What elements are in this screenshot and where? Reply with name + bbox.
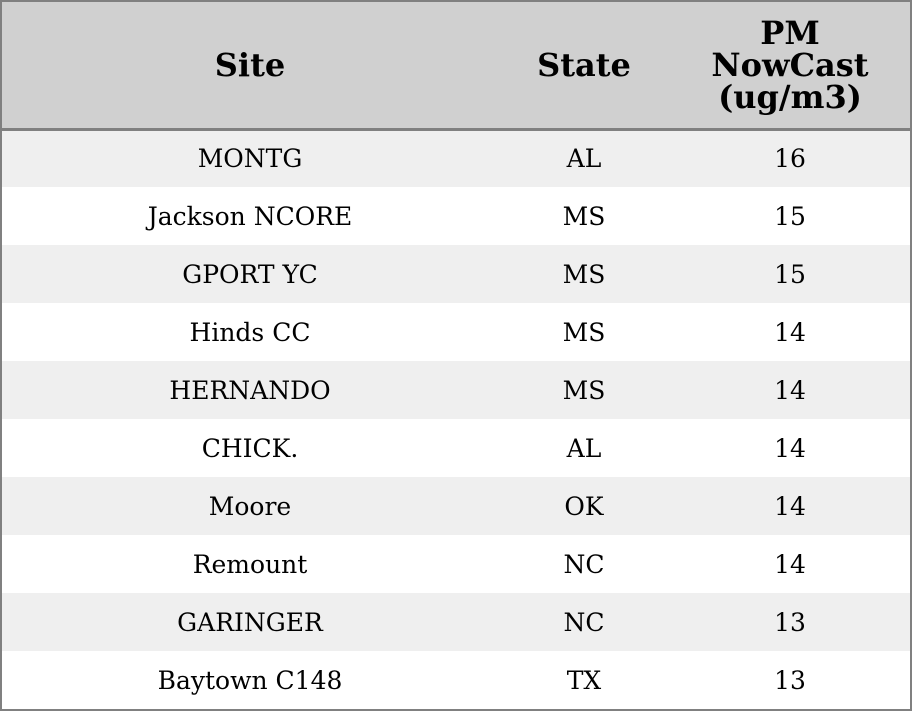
cell-site: Remount xyxy=(192,549,308,579)
pm-header-line-1: PM xyxy=(760,13,820,52)
cell-state: MS xyxy=(562,259,606,289)
column-header-site: Site xyxy=(2,2,498,129)
cell-pm-nowcast: 14 xyxy=(774,491,806,521)
column-header-state: State xyxy=(498,2,670,129)
table-row xyxy=(2,187,910,245)
cell-state: MS xyxy=(562,201,606,231)
pm-nowcast-table xyxy=(2,2,910,709)
cell-state: TX xyxy=(566,665,602,695)
cell-pm-nowcast: 16 xyxy=(774,144,806,174)
pm-header-line-2: NowCast xyxy=(711,45,869,84)
cell-pm-nowcast: 13 xyxy=(774,607,806,637)
cell-site: HERNANDO xyxy=(169,375,331,405)
table-row xyxy=(2,593,910,651)
table-row xyxy=(2,129,910,187)
cell-state: NC xyxy=(563,549,605,579)
cell-state: AL xyxy=(566,144,602,174)
cell-state: OK xyxy=(564,491,604,521)
cell-state: MS xyxy=(562,375,606,405)
cell-pm-nowcast: 14 xyxy=(774,549,806,579)
cell-pm-nowcast: 15 xyxy=(774,201,806,231)
cell-site: Jackson NCORE xyxy=(147,201,353,231)
cell-pm-nowcast: 15 xyxy=(774,259,806,289)
column-header-pm-nowcast xyxy=(670,2,910,129)
table-row xyxy=(2,651,910,709)
table-row xyxy=(2,419,910,477)
cell-site: MONTG xyxy=(197,144,303,174)
cell-state: MS xyxy=(562,317,606,347)
table-row xyxy=(2,361,910,419)
cell-site: CHICK. xyxy=(201,433,299,463)
table-row xyxy=(2,303,910,361)
cell-state: NC xyxy=(563,607,605,637)
cell-site: GARINGER xyxy=(177,607,323,637)
cell-site: GPORT YC xyxy=(182,259,318,289)
table-body xyxy=(2,129,910,709)
table-row xyxy=(2,535,910,593)
cell-pm-nowcast: 14 xyxy=(774,317,806,347)
cell-site: Baytown C148 xyxy=(157,665,343,695)
table-row xyxy=(2,245,910,303)
cell-pm-nowcast: 14 xyxy=(774,375,806,405)
cell-pm-nowcast: 14 xyxy=(774,433,806,463)
cell-state: AL xyxy=(566,433,602,463)
cell-pm-nowcast: 13 xyxy=(774,665,806,695)
header-row xyxy=(2,2,910,129)
pm-header-line-3: (ug/m3) xyxy=(718,77,862,116)
cell-site: Moore xyxy=(208,491,292,521)
cell-site: Hinds CC xyxy=(189,317,311,347)
table-row xyxy=(2,477,910,535)
